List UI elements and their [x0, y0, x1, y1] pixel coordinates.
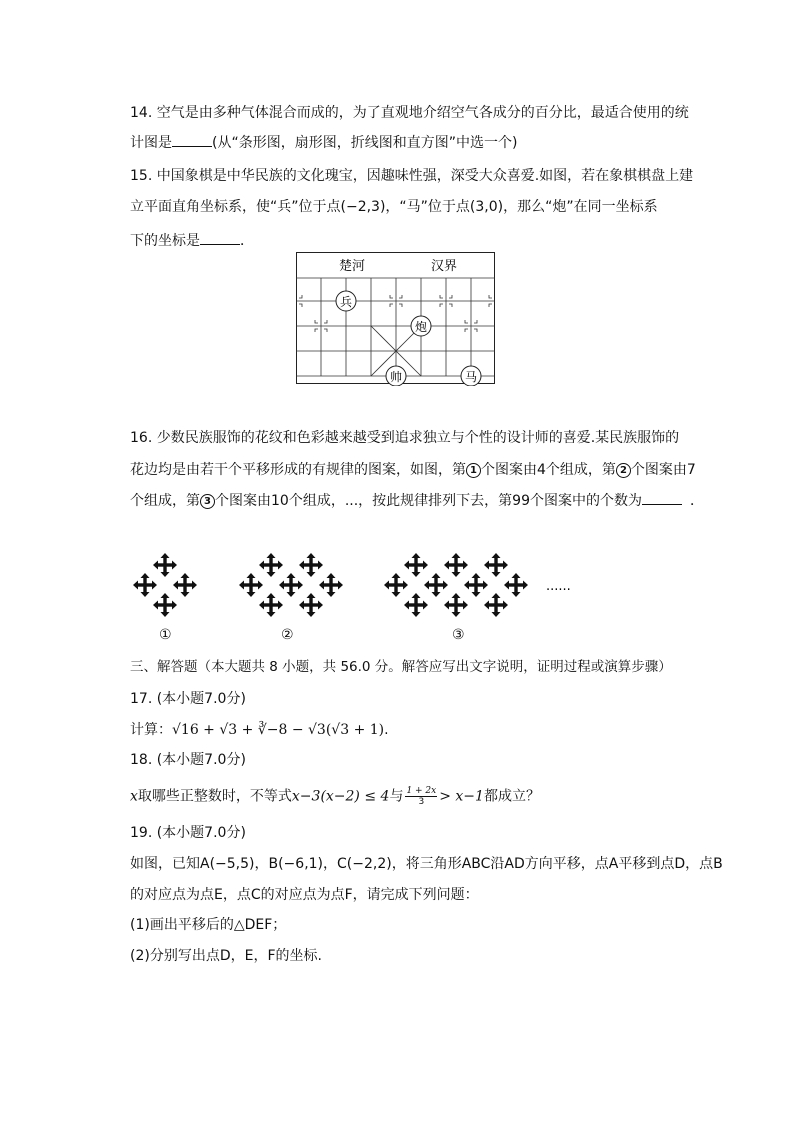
pattern-label-3: ③ — [452, 627, 465, 643]
piece-shuai-label: 帅 — [389, 370, 403, 384]
section-3-heading: 三、解答题（本大题共 8 小题，共 56.0 分。解答应写出文字说明，证明过程或演算步骤） — [130, 659, 672, 675]
piece-ma-label: 马 — [464, 370, 478, 384]
q14-line2-suffix: (从“条形图，扇形图，折线图和直方图”中选一个) — [212, 135, 518, 151]
piece-shuai — [386, 366, 406, 386]
q18-inequality-2-tail: > x−1 — [439, 788, 484, 805]
q17-suffix: . — [384, 722, 389, 738]
q14-line2 — [130, 132, 517, 153]
pattern-figure — [128, 548, 578, 628]
pattern-label-2: ② — [281, 627, 294, 643]
q19-line2: 的对应点为点E，点C的对应点为点F，请完成下列问题： — [130, 887, 479, 903]
pattern-label-1: ① — [159, 627, 172, 643]
circled-2-label: 2 — [616, 463, 631, 478]
q14-line2-prefix: 计图是 — [130, 135, 172, 151]
circled-3-label: 3 — [200, 494, 215, 509]
q18-inequality-1: x−3(x−2) ≤ 4 — [291, 788, 390, 805]
q16-answer-blank — [642, 490, 682, 505]
q15-line3-prefix: 下的坐标是 — [130, 233, 200, 249]
q16-line2-a: 花边均是由若干个平移形成的有规律的图案，如图，第 — [130, 462, 466, 478]
q19-head: 19. (本小题7.0分) — [130, 825, 246, 841]
q18-fraction — [405, 786, 437, 807]
q15-line2: 立平面直角坐标系，使“兵”位于点(−2,3)，“马”位于点(3,0)，那么“炮”在同一坐标系 — [130, 199, 658, 215]
q19-line1: 如图，已知A(−5,5)，B(−6,1)，C(−2,2)，将三角形ABC沿AD方向平移，点A平移到点D，点B — [130, 856, 723, 872]
q19-line3: (1)画出平移后的△DEF； — [130, 917, 287, 933]
q16-line1: 16. 少数民族服饰的花纹和色彩越来越受到追求独立与个性的设计师的喜爱.某民族服饰的 — [130, 430, 680, 446]
pattern-2 — [239, 553, 343, 617]
piece-pao-label: 炮 — [414, 320, 428, 334]
q18-variable: x — [130, 788, 138, 805]
pattern-ellipsis: ...... — [546, 579, 571, 594]
q18-fraction-numerator: 1 + 2x — [406, 786, 437, 796]
river-left-label: 楚河 — [338, 259, 366, 274]
q16-line2-b: 个图案由4个组成，第 — [481, 462, 616, 478]
q16-line3 — [130, 490, 704, 511]
q18-text-c: 都成立？ — [483, 788, 540, 805]
q17-prefix: 计算： — [130, 722, 172, 738]
pattern-3 — [384, 553, 528, 617]
q18-fraction-denominator: 3 — [418, 797, 425, 807]
q16-line3-c: ． — [689, 493, 704, 509]
q15-line1: 15. 中国象棋是中华民族的文化瑰宝，因趣味性强，深受大众喜爱.如图，若在象棋棋盘上建 — [130, 168, 694, 184]
q16-line3-b: 个图案由10个组成，...，按此规律排列下去，第99个图案中的个数为 — [215, 493, 642, 509]
river-right-label: 汉界 — [430, 259, 458, 274]
q18-head: 18. (本小题7.0分) — [130, 752, 246, 768]
q19-line4: (2)分别写出点D，E，F的坐标. — [130, 948, 322, 964]
q14-answer-blank — [172, 132, 212, 147]
piece-bing — [336, 291, 356, 311]
q16-line2-c: 个图案由7 — [630, 462, 696, 478]
q16-line3-a: 个组成，第 — [130, 493, 200, 509]
q16-line2 — [130, 460, 696, 480]
q17-head: 17. (本小题7.0分) — [130, 691, 246, 707]
q17-expression: √16 + √3 + ∛−8 − √3(√3 + 1) — [172, 722, 385, 738]
circled-1-label: 1 — [466, 463, 481, 478]
q18-body — [130, 786, 540, 807]
q14-line1: 14. 空气是由多种气体混合而成的，为了直观地介绍空气各成分的百分比，最适合使用的统 — [130, 105, 689, 121]
piece-pao — [411, 316, 431, 336]
q15-answer-blank — [200, 230, 240, 245]
q18-text-b: 与 — [389, 788, 404, 805]
piece-bing-label: 兵 — [339, 295, 353, 309]
q15-line3 — [130, 230, 254, 251]
position-markers — [299, 295, 492, 332]
q18-text-a: 取哪些正整数时，不等式 — [137, 788, 292, 805]
chess-board-figure — [296, 252, 496, 386]
q15-line3-suffix: ． — [240, 233, 254, 249]
pattern-1 — [133, 553, 197, 617]
piece-ma — [461, 366, 481, 386]
q17-body — [130, 720, 389, 740]
